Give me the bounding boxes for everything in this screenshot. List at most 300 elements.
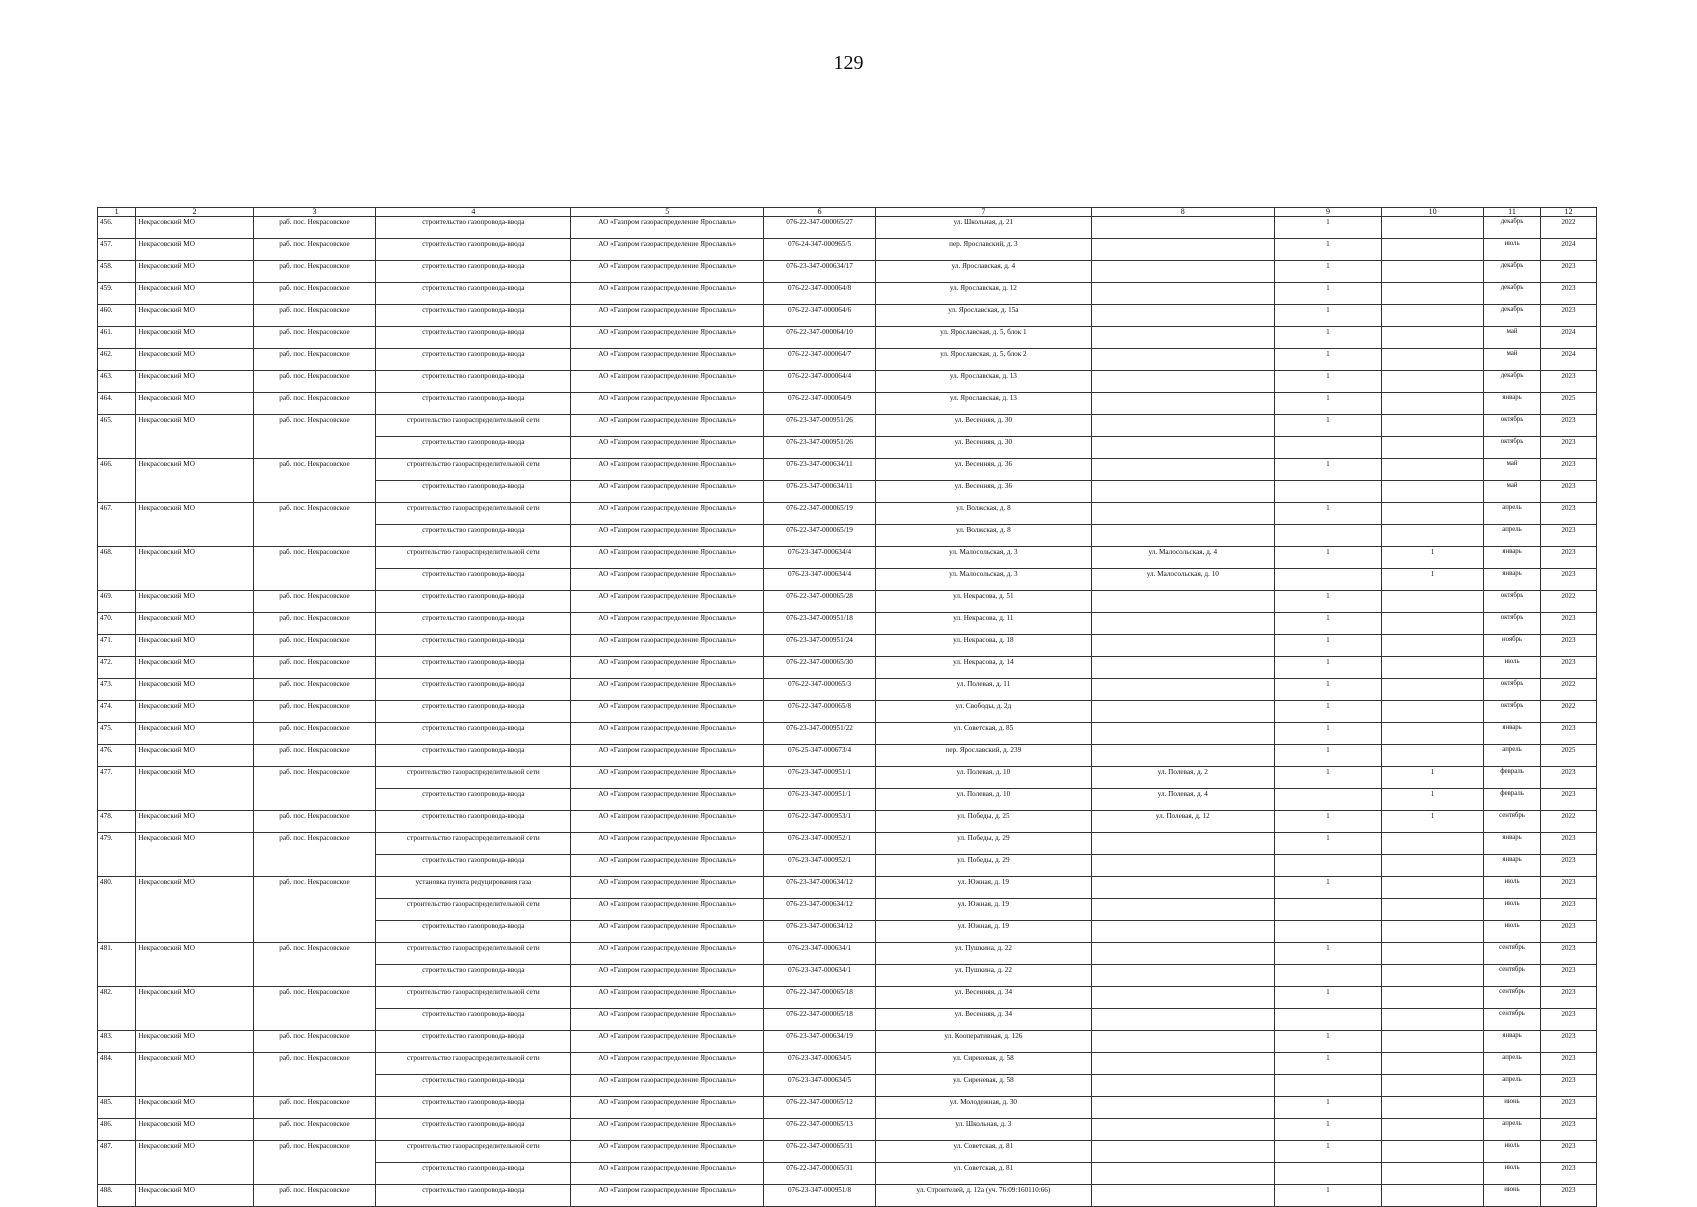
organization-cell: АО «Газпром газораспределение Ярославль» <box>571 371 764 393</box>
table-row <box>98 767 1597 789</box>
row-number-cell: 460. <box>98 305 136 327</box>
year-cell: 2023 <box>1541 723 1597 745</box>
municipality-cell <box>136 1075 253 1097</box>
row-number-cell: 480. <box>98 877 136 899</box>
row-number-cell <box>98 481 136 503</box>
year-cell: 2023 <box>1541 1031 1597 1053</box>
table-row <box>98 239 1597 261</box>
address-cell: ул. Весенняя, д. 34 <box>875 987 1091 1009</box>
secondary-count-cell <box>1382 437 1484 459</box>
work-type-cell: строительство газопровода-ввода <box>376 965 571 987</box>
table-row <box>98 1009 1597 1031</box>
count-cell <box>1274 569 1381 591</box>
row-number-cell: 470. <box>98 613 136 635</box>
settlement-cell: раб. пос. Некрасовское <box>253 943 376 965</box>
year-cell: 2023 <box>1541 943 1597 965</box>
secondary-address-cell: ул. Малосольская, д. 10 <box>1091 569 1274 591</box>
table-row <box>98 261 1597 283</box>
address-cell: ул. Весенняя, д. 30 <box>875 437 1091 459</box>
month-cell: октябрь <box>1484 591 1541 613</box>
work-type-cell: строительство газопровода-ввода <box>376 701 571 723</box>
count-cell: 1 <box>1274 459 1381 481</box>
year-cell: 2023 <box>1541 283 1597 305</box>
year-cell: 2023 <box>1541 1119 1597 1141</box>
work-type-cell: строительство газораспределительной сети <box>376 833 571 855</box>
row-number-cell: 487. <box>98 1141 136 1163</box>
address-cell: ул. Свободы, д. 2д <box>875 701 1091 723</box>
work-type-cell: строительство газораспределительной сети <box>376 767 571 789</box>
secondary-count-cell <box>1382 239 1484 261</box>
municipality-cell: Некрасовский МО <box>136 987 253 1009</box>
organization-cell: АО «Газпром газораспределение Ярославль» <box>571 921 764 943</box>
row-number-cell <box>98 899 136 921</box>
count-cell <box>1274 525 1381 547</box>
table-row <box>98 943 1597 965</box>
organization-cell: АО «Газпром газораспределение Ярославль» <box>571 547 764 569</box>
organization-cell: АО «Газпром газораспределение Ярославль» <box>571 701 764 723</box>
project-code-cell: 076-22-347-000065/27 <box>764 217 876 239</box>
month-cell: октябрь <box>1484 613 1541 635</box>
year-cell: 2023 <box>1541 305 1597 327</box>
column-header: 9 <box>1274 208 1381 217</box>
settlement-cell: раб. пос. Некрасовское <box>253 393 376 415</box>
row-number-cell: 456. <box>98 217 136 239</box>
project-code-cell: 076-22-347-000065/13 <box>764 1119 876 1141</box>
month-cell: апрель <box>1484 503 1541 525</box>
municipality-cell: Некрасовский МО <box>136 745 253 767</box>
secondary-address-cell: ул. Полевая, д. 2 <box>1091 767 1274 789</box>
address-cell: ул. Сиреневая, д. 58 <box>875 1075 1091 1097</box>
project-code-cell: 076-22-347-000065/19 <box>764 525 876 547</box>
organization-cell: АО «Газпром газораспределение Ярославль» <box>571 459 764 481</box>
row-number-cell <box>98 1009 136 1031</box>
table-row <box>98 591 1597 613</box>
work-type-cell: строительство газопровода-ввода <box>376 1075 571 1097</box>
secondary-count-cell: 1 <box>1382 547 1484 569</box>
row-number-cell <box>98 569 136 591</box>
settlement-cell <box>253 481 376 503</box>
settlement-cell <box>253 789 376 811</box>
address-cell: ул. Весенняя, д. 36 <box>875 481 1091 503</box>
address-cell: ул. Победы, д. 29 <box>875 833 1091 855</box>
municipality-cell: Некрасовский МО <box>136 833 253 855</box>
address-cell: ул. Советская, д. 81 <box>875 1163 1091 1185</box>
work-type-cell: строительство газопровода-ввода <box>376 1031 571 1053</box>
count-cell: 1 <box>1274 833 1381 855</box>
organization-cell: АО «Газпром газораспределение Ярославль» <box>571 481 764 503</box>
table-row <box>98 1185 1597 1207</box>
table-row <box>98 1141 1597 1163</box>
project-code-cell: 076-23-347-000634/4 <box>764 569 876 591</box>
row-number-cell: 458. <box>98 261 136 283</box>
address-cell: ул. Волжская, д. 8 <box>875 503 1091 525</box>
month-cell: февраль <box>1484 767 1541 789</box>
municipality-cell: Некрасовский МО <box>136 767 253 789</box>
address-cell: ул. Южная, д. 19 <box>875 921 1091 943</box>
municipality-cell: Некрасовский МО <box>136 1119 253 1141</box>
secondary-address-cell <box>1091 1141 1274 1163</box>
settlement-cell: раб. пос. Некрасовское <box>253 811 376 833</box>
project-code-cell: 076-22-347-000064/10 <box>764 327 876 349</box>
table-row <box>98 635 1597 657</box>
project-code-cell: 076-23-347-000951/1 <box>764 767 876 789</box>
secondary-count-cell: 1 <box>1382 767 1484 789</box>
municipality-cell: Некрасовский МО <box>136 261 253 283</box>
organization-cell: АО «Газпром газораспределение Ярославль» <box>571 1075 764 1097</box>
organization-cell: АО «Газпром газораспределение Ярославль» <box>571 1141 764 1163</box>
settlement-cell: раб. пос. Некрасовское <box>253 459 376 481</box>
settlement-cell: раб. пос. Некрасовское <box>253 1141 376 1163</box>
secondary-address-cell <box>1091 437 1274 459</box>
organization-cell: АО «Газпром газораспределение Ярославль» <box>571 613 764 635</box>
municipality-cell: Некрасовский МО <box>136 657 253 679</box>
gasification-table <box>97 207 1597 1207</box>
row-number-cell: 469. <box>98 591 136 613</box>
row-number-cell: 476. <box>98 745 136 767</box>
organization-cell: АО «Газпром газораспределение Ярославль» <box>571 679 764 701</box>
count-cell <box>1274 1009 1381 1031</box>
municipality-cell: Некрасовский МО <box>136 503 253 525</box>
month-cell: апрель <box>1484 745 1541 767</box>
row-number-cell: 468. <box>98 547 136 569</box>
month-cell: декабрь <box>1484 217 1541 239</box>
row-number-cell: 483. <box>98 1031 136 1053</box>
organization-cell: АО «Газпром газораспределение Ярославль» <box>571 943 764 965</box>
secondary-count-cell <box>1382 613 1484 635</box>
table-row <box>98 745 1597 767</box>
work-type-cell: строительство газораспределительной сети <box>376 899 571 921</box>
year-cell: 2022 <box>1541 811 1597 833</box>
secondary-count-cell <box>1382 987 1484 1009</box>
address-cell: ул. Некрасова, д. 18 <box>875 635 1091 657</box>
settlement-cell: раб. пос. Некрасовское <box>253 503 376 525</box>
municipality-cell: Некрасовский МО <box>136 305 253 327</box>
secondary-address-cell <box>1091 503 1274 525</box>
count-cell <box>1274 481 1381 503</box>
row-number-cell: 481. <box>98 943 136 965</box>
secondary-count-cell <box>1382 657 1484 679</box>
year-cell: 2023 <box>1541 767 1597 789</box>
page-number: 129 <box>833 52 864 74</box>
secondary-address-cell <box>1091 371 1274 393</box>
year-cell: 2023 <box>1541 261 1597 283</box>
secondary-count-cell <box>1382 525 1484 547</box>
table-row <box>98 921 1597 943</box>
count-cell: 1 <box>1274 657 1381 679</box>
settlement-cell <box>253 965 376 987</box>
table-row <box>98 459 1597 481</box>
year-cell: 2023 <box>1541 855 1597 877</box>
month-cell: октябрь <box>1484 437 1541 459</box>
organization-cell: АО «Газпром газораспределение Ярославль» <box>571 1163 764 1185</box>
month-cell: январь <box>1484 723 1541 745</box>
work-type-cell: строительство газопровода-ввода <box>376 811 571 833</box>
row-number-cell: 465. <box>98 415 136 437</box>
organization-cell: АО «Газпром газораспределение Ярославль» <box>571 965 764 987</box>
organization-cell: АО «Газпром газораспределение Ярославль» <box>571 635 764 657</box>
count-cell: 1 <box>1274 305 1381 327</box>
settlement-cell: раб. пос. Некрасовское <box>253 239 376 261</box>
count-cell <box>1274 437 1381 459</box>
year-cell: 2023 <box>1541 987 1597 1009</box>
month-cell: январь <box>1484 393 1541 415</box>
address-cell: ул. Некрасова, д. 51 <box>875 591 1091 613</box>
table-row <box>98 349 1597 371</box>
row-number-cell: 474. <box>98 701 136 723</box>
month-cell: сентябрь <box>1484 811 1541 833</box>
table-body <box>98 217 1597 1207</box>
settlement-cell: раб. пос. Некрасовское <box>253 261 376 283</box>
row-number-cell: 461. <box>98 327 136 349</box>
work-type-cell: строительство газопровода-ввода <box>376 327 571 349</box>
count-cell: 1 <box>1274 877 1381 899</box>
count-cell <box>1274 921 1381 943</box>
year-cell: 2023 <box>1541 1097 1597 1119</box>
settlement-cell: раб. пос. Некрасовское <box>253 657 376 679</box>
address-cell: пер. Ярославский, д. 3 <box>875 239 1091 261</box>
municipality-cell: Некрасовский МО <box>136 1185 253 1207</box>
table-row <box>98 877 1597 899</box>
project-code-cell: 076-22-347-000064/8 <box>764 283 876 305</box>
year-cell: 2023 <box>1541 415 1597 437</box>
project-code-cell: 076-22-347-000064/9 <box>764 393 876 415</box>
work-type-cell: строительство газопровода-ввода <box>376 723 571 745</box>
row-number-cell: 459. <box>98 283 136 305</box>
year-cell: 2023 <box>1541 613 1597 635</box>
secondary-address-cell <box>1091 1053 1274 1075</box>
row-number-cell: 464. <box>98 393 136 415</box>
municipality-cell <box>136 1163 253 1185</box>
row-number-cell <box>98 1163 136 1185</box>
secondary-address-cell <box>1091 1163 1274 1185</box>
secondary-count-cell <box>1382 899 1484 921</box>
secondary-count-cell <box>1382 1141 1484 1163</box>
month-cell: май <box>1484 481 1541 503</box>
year-cell: 2023 <box>1541 547 1597 569</box>
secondary-address-cell <box>1091 327 1274 349</box>
row-number-cell: 472. <box>98 657 136 679</box>
secondary-address-cell <box>1091 833 1274 855</box>
row-number-cell <box>98 855 136 877</box>
year-cell: 2023 <box>1541 877 1597 899</box>
project-code-cell: 076-23-347-000634/12 <box>764 877 876 899</box>
table-row <box>98 789 1597 811</box>
table-row <box>98 481 1597 503</box>
secondary-count-cell <box>1382 459 1484 481</box>
municipality-cell: Некрасовский МО <box>136 371 253 393</box>
settlement-cell <box>253 525 376 547</box>
row-number-cell: 467. <box>98 503 136 525</box>
organization-cell: АО «Газпром газораспределение Ярославль» <box>571 767 764 789</box>
municipality-cell: Некрасовский МО <box>136 1053 253 1075</box>
municipality-cell <box>136 899 253 921</box>
address-cell: ул. Ярославская, д. 5, блок 1 <box>875 327 1091 349</box>
secondary-count-cell <box>1382 283 1484 305</box>
year-cell: 2023 <box>1541 481 1597 503</box>
column-header: 11 <box>1484 208 1541 217</box>
secondary-address-cell <box>1091 525 1274 547</box>
count-cell: 1 <box>1274 547 1381 569</box>
settlement-cell: раб. пос. Некрасовское <box>253 701 376 723</box>
municipality-cell: Некрасовский МО <box>136 635 253 657</box>
column-header: 5 <box>571 208 764 217</box>
year-cell: 2023 <box>1541 1053 1597 1075</box>
year-cell: 2023 <box>1541 503 1597 525</box>
settlement-cell: раб. пос. Некрасовское <box>253 349 376 371</box>
row-number-cell <box>98 525 136 547</box>
secondary-count-cell <box>1382 481 1484 503</box>
table-row <box>98 811 1597 833</box>
project-code-cell: 076-23-347-000634/1 <box>764 943 876 965</box>
month-cell: май <box>1484 327 1541 349</box>
table-row <box>98 305 1597 327</box>
month-cell: июль <box>1484 899 1541 921</box>
settlement-cell <box>253 921 376 943</box>
table-row <box>98 855 1597 877</box>
address-cell: ул. Ярославская, д. 12 <box>875 283 1091 305</box>
address-cell: ул. Ярославская, д. 15а <box>875 305 1091 327</box>
project-code-cell: 076-23-347-000951/22 <box>764 723 876 745</box>
column-header: 8 <box>1091 208 1274 217</box>
address-cell: ул. Полевая, д. 11 <box>875 679 1091 701</box>
gasification-table-container <box>97 207 1597 1207</box>
settlement-cell: раб. пос. Некрасовское <box>253 1097 376 1119</box>
secondary-count-cell <box>1382 635 1484 657</box>
project-code-cell: 076-23-347-000951/18 <box>764 613 876 635</box>
municipality-cell: Некрасовский МО <box>136 1097 253 1119</box>
secondary-address-cell <box>1091 393 1274 415</box>
project-code-cell: 076-23-347-000634/4 <box>764 547 876 569</box>
secondary-address-cell <box>1091 965 1274 987</box>
year-cell: 2023 <box>1541 437 1597 459</box>
address-cell: ул. Сиреневая, д. 58 <box>875 1053 1091 1075</box>
row-number-cell: 475. <box>98 723 136 745</box>
month-cell: январь <box>1484 547 1541 569</box>
row-number-cell: 471. <box>98 635 136 657</box>
settlement-cell: раб. пос. Некрасовское <box>253 327 376 349</box>
month-cell: январь <box>1484 1031 1541 1053</box>
count-cell: 1 <box>1274 283 1381 305</box>
municipality-cell: Некрасовский МО <box>136 239 253 261</box>
work-type-cell: строительство газопровода-ввода <box>376 305 571 327</box>
year-cell: 2023 <box>1541 965 1597 987</box>
year-cell: 2022 <box>1541 701 1597 723</box>
secondary-count-cell <box>1382 305 1484 327</box>
month-cell: октябрь <box>1484 415 1541 437</box>
address-cell: ул. Полевая, д. 10 <box>875 767 1091 789</box>
secondary-address-cell <box>1091 349 1274 371</box>
secondary-count-cell <box>1382 1097 1484 1119</box>
column-header: 12 <box>1541 208 1597 217</box>
work-type-cell: строительство газораспределительной сети <box>376 987 571 1009</box>
month-cell: сентябрь <box>1484 987 1541 1009</box>
project-code-cell: 076-23-347-000951/26 <box>764 437 876 459</box>
work-type-cell: строительство газопровода-ввода <box>376 393 571 415</box>
project-code-cell: 076-22-347-000064/6 <box>764 305 876 327</box>
municipality-cell: Некрасовский МО <box>136 393 253 415</box>
address-cell: ул. Ярославская, д. 5, блок 2 <box>875 349 1091 371</box>
secondary-count-cell <box>1382 723 1484 745</box>
work-type-cell: строительство газораспределительной сети <box>376 415 571 437</box>
work-type-cell: строительство газопровода-ввода <box>376 1009 571 1031</box>
table-header <box>98 208 1597 217</box>
count-cell: 1 <box>1274 415 1381 437</box>
secondary-count-cell <box>1382 855 1484 877</box>
secondary-address-cell: ул. Полевая, д. 4 <box>1091 789 1274 811</box>
count-cell: 1 <box>1274 261 1381 283</box>
municipality-cell <box>136 437 253 459</box>
month-cell: декабрь <box>1484 305 1541 327</box>
organization-cell: АО «Газпром газораспределение Ярославль» <box>571 525 764 547</box>
table-row <box>98 437 1597 459</box>
project-code-cell: 076-22-347-000953/1 <box>764 811 876 833</box>
settlement-cell: раб. пос. Некрасовское <box>253 283 376 305</box>
address-cell: ул. Малосольская, д. 3 <box>875 547 1091 569</box>
row-number-cell <box>98 1075 136 1097</box>
month-cell: июль <box>1484 921 1541 943</box>
row-number-cell: 457. <box>98 239 136 261</box>
row-number-cell: 486. <box>98 1119 136 1141</box>
count-cell: 1 <box>1274 613 1381 635</box>
work-type-cell: строительство газопровода-ввода <box>376 1097 571 1119</box>
work-type-cell: строительство газопровода-ввода <box>376 283 571 305</box>
organization-cell: АО «Газпром газораспределение Ярославль» <box>571 503 764 525</box>
work-type-cell: строительство газопровода-ввода <box>376 1185 571 1207</box>
secondary-address-cell <box>1091 239 1274 261</box>
count-cell <box>1274 899 1381 921</box>
work-type-cell: строительство газопровода-ввода <box>376 437 571 459</box>
work-type-cell: строительство газораспределительной сети <box>376 547 571 569</box>
municipality-cell <box>136 855 253 877</box>
organization-cell: АО «Газпром газораспределение Ярославль» <box>571 899 764 921</box>
table-row <box>98 723 1597 745</box>
municipality-cell: Некрасовский МО <box>136 1141 253 1163</box>
municipality-cell <box>136 789 253 811</box>
secondary-count-cell: 1 <box>1382 569 1484 591</box>
municipality-cell <box>136 525 253 547</box>
municipality-cell: Некрасовский МО <box>136 591 253 613</box>
municipality-cell: Некрасовский МО <box>136 723 253 745</box>
year-cell: 2023 <box>1541 569 1597 591</box>
address-cell: ул. Ярославская, д. 13 <box>875 393 1091 415</box>
organization-cell: АО «Газпром газораспределение Ярославль» <box>571 833 764 855</box>
count-cell: 1 <box>1274 371 1381 393</box>
municipality-cell: Некрасовский МО <box>136 877 253 899</box>
settlement-cell <box>253 899 376 921</box>
address-cell: ул. Весенняя, д. 36 <box>875 459 1091 481</box>
address-cell: ул. Ярославская, д. 13 <box>875 371 1091 393</box>
column-header: 3 <box>253 208 376 217</box>
count-cell <box>1274 855 1381 877</box>
count-cell: 1 <box>1274 239 1381 261</box>
organization-cell: АО «Газпром газораспределение Ярославль» <box>571 393 764 415</box>
month-cell: май <box>1484 459 1541 481</box>
municipality-cell: Некрасовский МО <box>136 701 253 723</box>
secondary-count-cell <box>1382 261 1484 283</box>
organization-cell: АО «Газпром газораспределение Ярославль» <box>571 987 764 1009</box>
work-type-cell: строительство газопровода-ввода <box>376 371 571 393</box>
project-code-cell: 076-22-347-000065/8 <box>764 701 876 723</box>
year-cell: 2023 <box>1541 921 1597 943</box>
settlement-cell: раб. пос. Некрасовское <box>253 1119 376 1141</box>
year-cell: 2023 <box>1541 371 1597 393</box>
municipality-cell <box>136 921 253 943</box>
municipality-cell: Некрасовский МО <box>136 1031 253 1053</box>
table-row <box>98 525 1597 547</box>
project-code-cell: 076-23-347-000634/19 <box>764 1031 876 1053</box>
table-row <box>98 547 1597 569</box>
municipality-cell: Некрасовский МО <box>136 349 253 371</box>
